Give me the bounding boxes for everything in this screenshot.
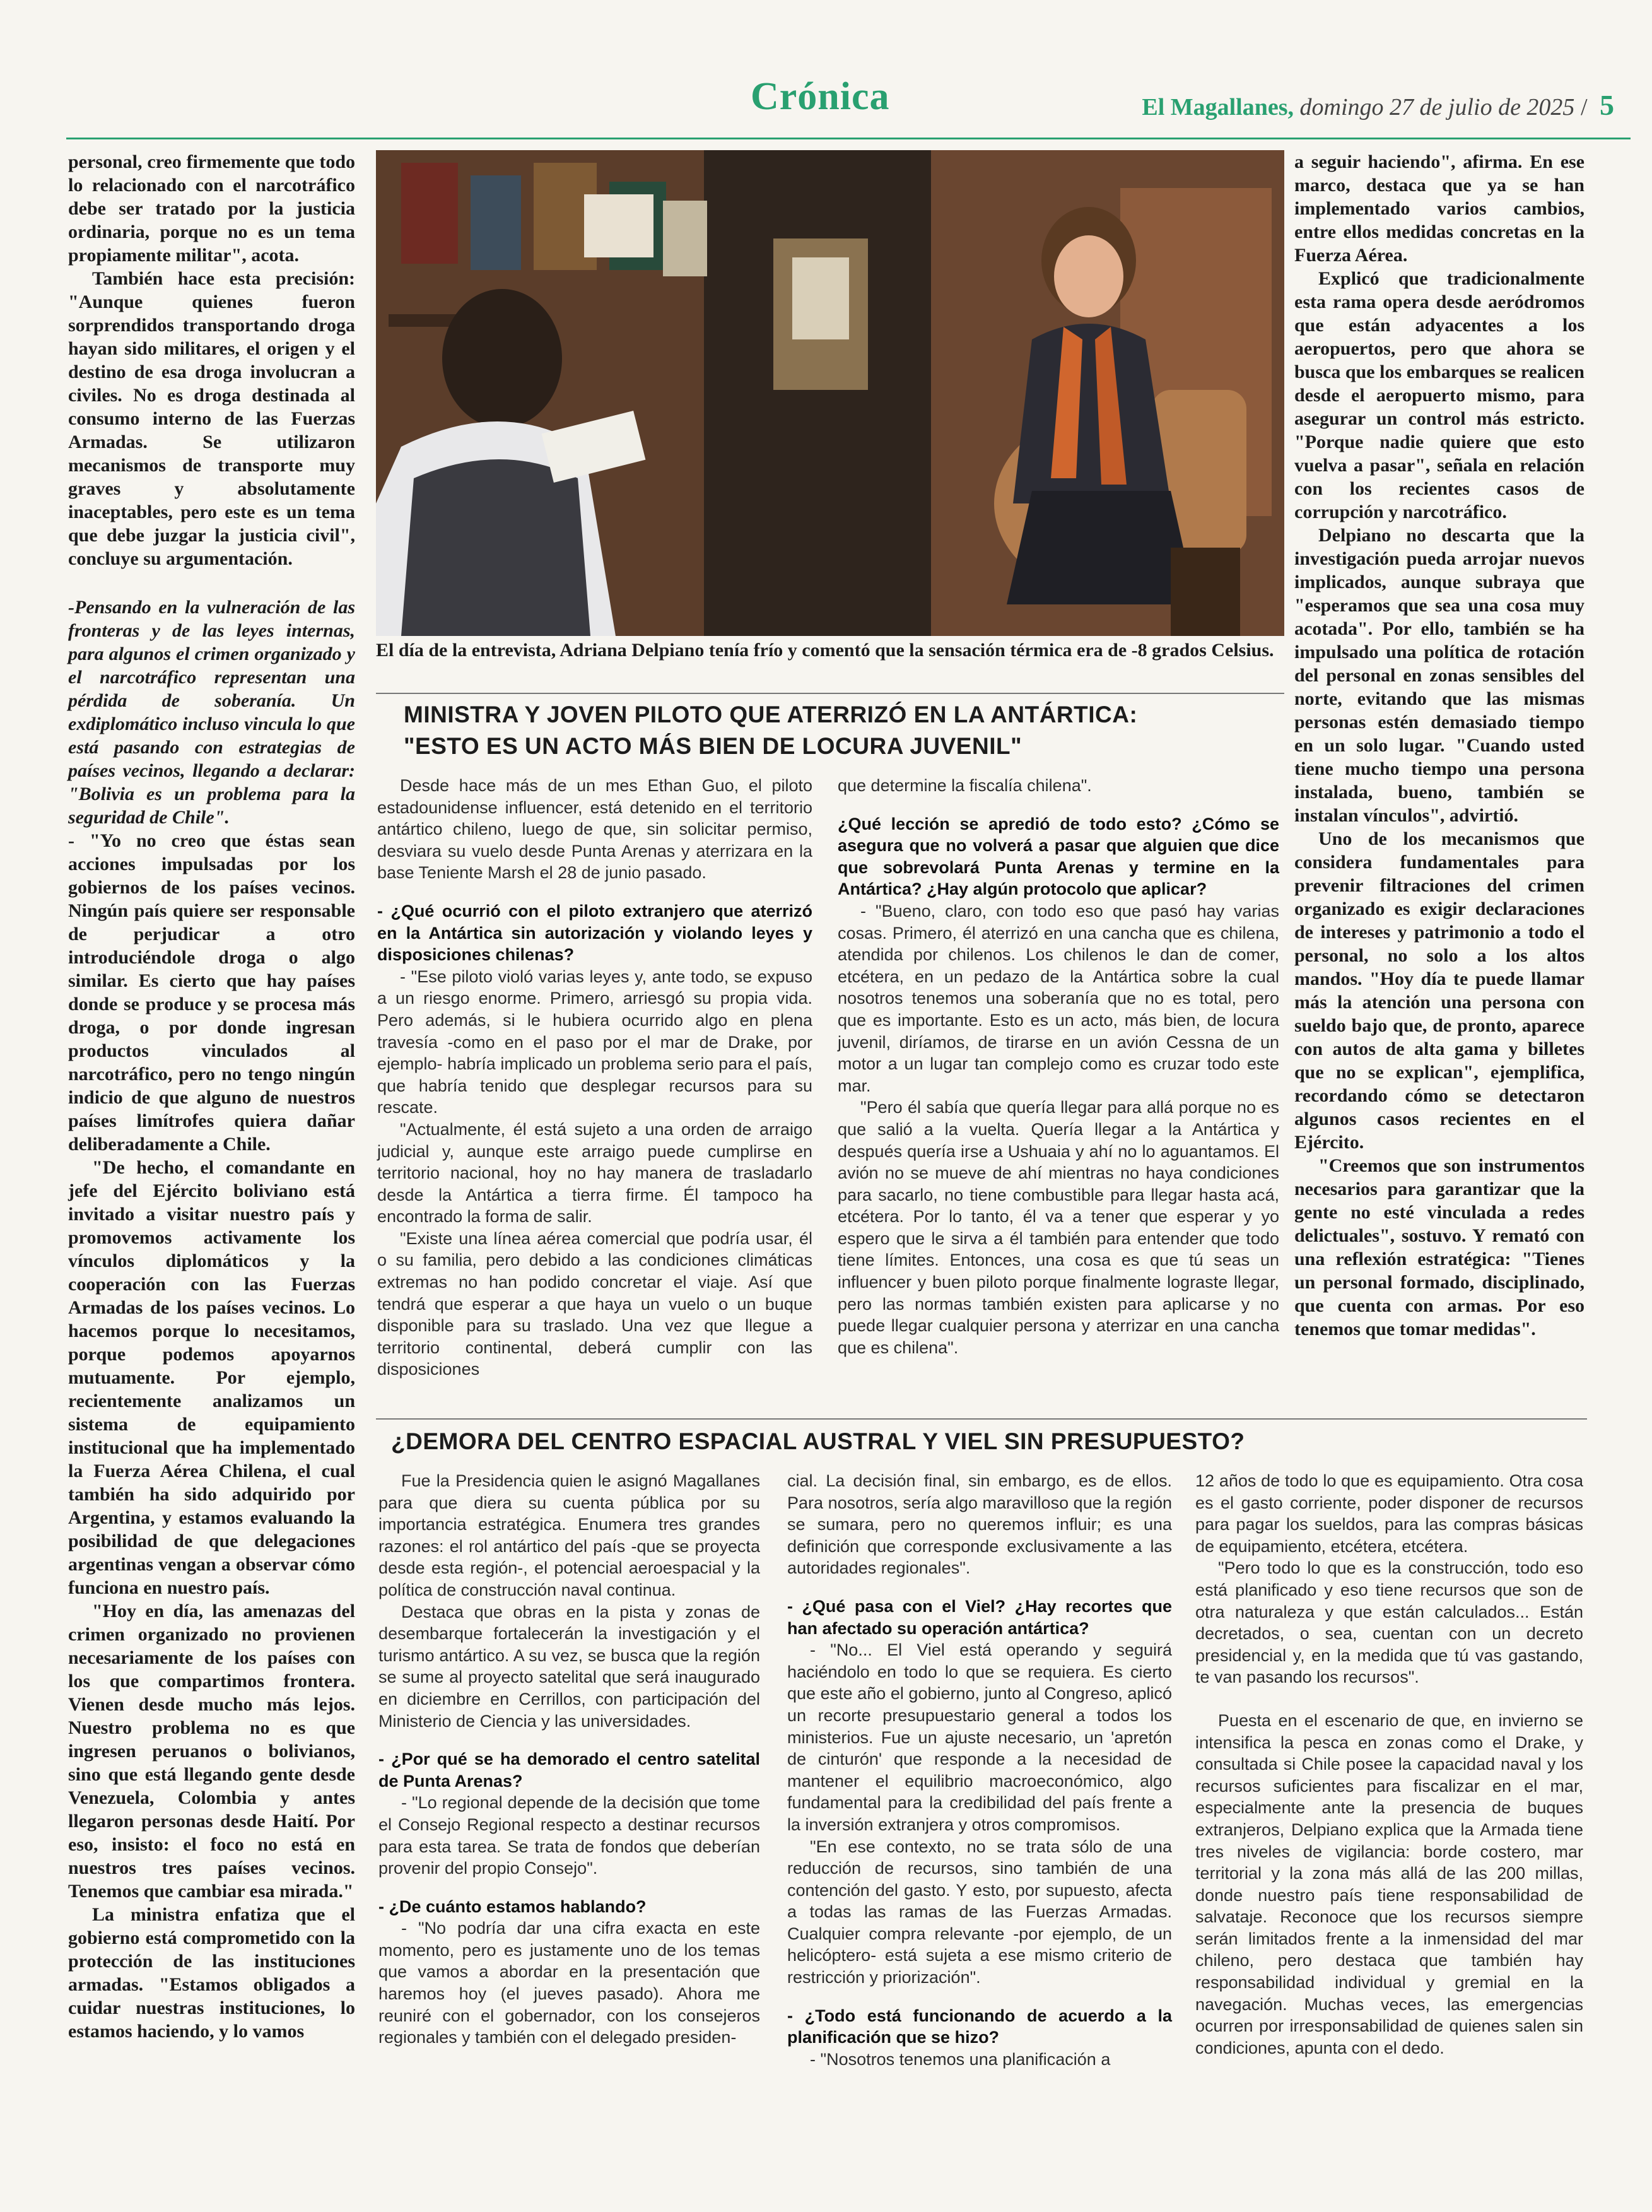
paragraph: "De hecho, el comandante en jefe del Ejército boliviano está invitado a visitar nuestro país y promovemos activamente los vínculos diplomáticos y la cooperación con las Fuerzas Armadas de los países vecinos. Lo hacemos porque lo necesitamos, porque podemos apoyarnos mutuamente. Por ejemplo, recientemente analizamos un sistema de equipamiento institucional que ha implementado la Fuerza Aérea Chilena, el cual también ha sido adquirido por Argentina, y estamos evaluando la posibilidad de que delegaciones argentinas vengan a observar cómo funciona en nuestro país. <box>68 1157 355 1598</box>
section-title: Crónica <box>751 75 890 118</box>
interview-question: - ¿Por qué se ha demorado el centro satelital de Punta Arenas? <box>378 1750 760 1791</box>
photo-caption: El día de la entrevista, Adriana Delpiano tenía frío y comentó que la sensación térmica era de -8 grados Celsius. <box>376 640 1274 661</box>
box2-headline: ¿DEMORA DEL CENTRO ESPACIAL AUSTRAL Y VIEL SIN PRESUPUESTO? <box>391 1428 1245 1454</box>
interview-question: ¿Qué lección se apredió de todo esto? ¿Cómo se asegura que no volverá a pasar que alguien que dice que sobrevolará Punta Arenas y termine en la Antártica? ¿Hay algún protocolo que aplicar? <box>838 814 1279 899</box>
paragraph: Explicó que tradicionalmente esta rama opera desde aeródromos que están adyacentes a los aeropuertos, pero que ahora se busca que los embarques se realicen desde el aeropuerto mismo, para asegurar un control más estricto. "Porque nadie quiere que esto vuelva a pasar", señala en relación con los recientes casos de corrupción y narcotráfico. <box>1294 268 1585 522</box>
paragraph: cial. La decisión final, sin embargo, es de ellos. Para nosotros, sería algo maravilloso que la región se sumara, pero no queremos influir; es una definición que corresponde exclusivamente a las autoridades regionales". <box>787 1471 1172 1578</box>
newspaper-name: El Magallanes, <box>1142 94 1294 121</box>
issue-date: domingo 27 de julio de 2025 <box>1299 94 1575 121</box>
interview-photo <box>376 150 1284 636</box>
paragraph: - "Nosotros tenemos una planificación a <box>810 2049 1111 2069</box>
paragraph: - "Bueno, claro, con todo eso que pasó hay varias cosas. Primero, él aterrizó en una cancha que es chilena, atendida por chilenos. Los chilenos le dan de comer, etcétera, en un pedazo de la Antártica sobre la cual nosotros tenemos una soberanía que no es total, pero que es importante. Esto es un acto, más bien, de locura juvenil, diríamos, de tirarse en un avión Cessna de un motor a un lugar tan complejo como es cruzar todo este mar. <box>838 901 1279 1095</box>
separator: / <box>1580 94 1588 121</box>
masthead <box>1142 88 1614 122</box>
paragraph: "Pero él sabía que quería llegar para allá porque no es que salió a la vuelta. Quería llegar a la Antártica y después quería irse a Ushuaia y ahí no lo aguantamos. El avión no se mueve de ahí mientras no haya condiciones para sacarlo, no tiene combustible para llegar hasta acá, etcétera. Por lo tanto, él va a tener que esperar y yo espero que le sirva a él también para entender que todo tiene límites. Entonces, una cosa es que tú seas un influencer y buen piloto porque finalmente lograste llegar, pero las normas también existen para aplicarse y no puede llegar cualquier persona y aterrizar en una cancha que es chilena". <box>838 1098 1279 1357</box>
box2-column-3 <box>1195 1470 1583 2059</box>
paragraph: - "Lo regional depende de la decisión que tome el Consejo Regional respecto a destinar recursos para esta tarea. Se trata de fondos que deberían provenir del propio Consejo". <box>378 1793 760 1878</box>
interview-question: - ¿De cuánto estamos hablando? <box>378 1897 647 1916</box>
paragraph: También hace esta precisión: "Aunque quienes fueron sorprendidos transportando droga hayan sido militares, el origen y el destino de esa droga involucran a civiles. No es droga destinada al consumo interno de las Fuerzas Armadas. Se utilizaron mecanismos de transporte muy graves y absolutamente inaceptables, pero este es un tema que debe juzgar la justicia civil", concluye su argumentación. <box>68 268 355 569</box>
box2-column-2 <box>787 1470 1172 2070</box>
paragraph: "Pero todo lo que es la construcción, todo eso está planificado y eso tiene recursos que son de otra naturaleza y que están calculados... Están decretados, o sea, cuentan con un decreto presidencial y, en la medida que tú vas gastando, te van pasando los recursos". <box>1195 1558 1583 1687</box>
paragraph: "Actualmente, él está sujeto a una orden de arraigo judicial y, aunque este arraigo puede cumplirse en territorio nacional, hoy no hay manera de trasladarlo desde la Antártica a tierra firme. Él tampoco ha encontrado la forma de salir. <box>377 1119 812 1227</box>
paragraph: "Hoy en día, las amenazas del crimen organizado no provienen necesariamente de los países con los que compartimos frontera. Vienen desde mucho más lejos. Nuestro problema no es que ingresen peruanos o bolivianos, sino que está llegando gente desde Venezuela, Colombia y antes llegaron personas desde Haití. Por eso, insisto: el foco no está en nuestros tres países vecinos. Tenemos que cambiar esa mirada." <box>68 1601 355 1902</box>
paragraph: La ministra enfatiza que el gobierno está comprometido con la protección de las instituciones armadas. "Estamos obligados a cuidar nuestras instituciones, lo estamos haciendo, y lo vamos <box>68 1904 355 2042</box>
paragraph: Destaca que obras en la pista y zonas de desembarque fortalecerán la investigación y el turismo antártico. A su vez, se busca que la región se sume al proyecto satelital que será inaugurado en diciembre en Cerrillos, con participación del Ministerio de Ciencia y las universidades. <box>378 1602 760 1731</box>
box1-headline-line1: MINISTRA Y JOVEN PILOTO QUE ATERRIZÓ EN LA ANTÁRTICA: <box>404 702 1138 727</box>
paragraph: a seguir haciendo", afirma. En ese marco, destaca que ya se han implementado varios cambios, entre ellos medidas concretas en la Fuerza Aérea. <box>1294 151 1585 266</box>
box1-headline-line2: "ESTO ES UN ACTO MÁS BIEN DE LOCURA JUVENIL" <box>404 733 1022 759</box>
box1-column-1 <box>377 775 812 1380</box>
paragraph: que determine la fiscalía chilena". <box>838 776 1092 795</box>
paragraph: Puesta en el escenario de que, en invierno se intensifica la pesca en zonas como el Drake, y consultada si Chile posee la capacidad naval y los recursos suficientes para fiscalizar en el mar, especialmente ante la presencia de buques extranjeros, Delpiano explica que la Armada tiene tres niveles de vigilancia: borde costero, mar territorial y la zona más allá de las 200 millas, donde nuestro país tiene responsabilidad de salvataje. Reconoce que los recursos siempre serán limitados frente a la inmensidad del mar chileno, pero destaca que también hay responsabilidad individual y gremial en la navegación. Muchas veces, las emergencias ocurren por irresponsabilidad de quienes salen sin condiciones, apunta con el dedo. <box>1195 1710 1583 2057</box>
spacer <box>1195 1688 1583 1710</box>
paragraph: Fue la Presidencia quien le asignó Magallanes para que diera su cuenta pública por su importancia estratégica. Enumera tres grandes razones: el rol antártico del país -que se proyecta desde esta región-, el potencial aeroespacial y la política de construcción naval continua. <box>378 1471 760 1599</box>
paragraph: "Existe una línea aérea comercial que podría usar, él o su familia, pero debido a las condiciones climáticas extremas no han podido concretar el viaje. Así que tendrá que esperar a que haya un vuelo o un buque disponible para su traslado. Una vez que llegue a territorio continental, deberá cumplir con las disposiciones <box>377 1228 812 1379</box>
paragraph: "Creemos que son instrumentos necesarios para garantizar que la gente no esté vinculada a redes delictuales", sostuvo. Y remató con una reflexión estratégica: "Tienes un personal formado, disciplinado, que cuenta con armas. Por eso tenemos que tomar medidas". <box>1294 1155 1585 1339</box>
paragraph: Delpiano no descarta que la investigación pueda arrojar nuevos implicados, aunque subraya que "esperamos que sea una cosa muy acotada". Por ello, también se ha impulsado una política de rotación del personal en zonas sensibles del norte, evitando que las mismas personas estén demasiado tiempo en un solo lugar. "Cuando usted tiene mucho tiempo una persona instalada, bueno, también se instalan vínculos", advirtió. <box>1294 525 1585 826</box>
header-rule <box>66 138 1631 139</box>
page-header <box>0 0 1652 145</box>
paragraph: personal, creo firmemente que todo lo relacionado con el narcotráfico debe ser tratado por la justicia ordinaria, porque no es un tema propiamente militar", acota. <box>68 151 355 266</box>
interview-photo-illustration <box>376 150 1284 636</box>
box2-column-1 <box>378 1470 760 2049</box>
interview-question: - ¿Qué ocurrió con el piloto extranjero que aterrizó en la Antártica sin autorización y violando leyes y disposiciones chilenas? <box>377 901 812 965</box>
paragraph: 12 años de todo lo que es equipamiento. Otra cosa es el gasto corriente, poder disponer de recursos para pagar los sueldos, para las compras básicas de equipamiento, etcétera, etcétera. <box>1195 1471 1583 1556</box>
box1-top-rule <box>376 693 1284 694</box>
box2-top-rule <box>376 1418 1587 1420</box>
paragraph: - "Yo no creo que éstas sean acciones impulsadas por los gobiernos de los países vecinos. Ningún país quiere ser responsable de perjudicar a otro introduciéndole droga o algo similar. Es cierto que hay países donde se produce y se procesa más droga, o por donde ingresan productos vinculados al narcotráfico, pero no tengo ningún indicio de que alguno de nuestros países limítrofes quiera dañar deliberadamente a Chile. <box>68 830 355 1155</box>
paragraph: - "Ese piloto violó varias leyes y, ante todo, se expuso a un riesgo enorme. Primero, arriesgó su propia vida. Pero además, si le hubiera ocurrido algo en plena travesía -como en el paso por el mar de Drake, por ejemplo- habría implicado un problema serio para el país, que habría tenido que desplegar recursos para su rescate. <box>377 967 812 1117</box>
article-column-left <box>68 150 355 2043</box>
paragraph: - "No... El Viel está operando y seguirá haciéndolo en todo lo que se requiera. Es cierto que este año el gobierno, junto al Congreso, aplicó un recorte presupuestario general a todos los ministerios. Fue un ajuste necesario, un 'apretón de cinturón' que responde a la necesidad de mantener el equilibrio macroeconómico, algo fundamental para la credibilidad del país frente a la inversión extranjera y otros compromisos. <box>787 1640 1172 1834</box>
interview-question: - ¿Qué pasa con el Viel? ¿Hay recortes que han afectado su operación antártica? <box>787 1596 1172 1638</box>
page-number: 5 <box>1600 89 1614 121</box>
article-column-right <box>1294 150 1585 1341</box>
paragraph: Desde hace más de un mes Ethan Guo, el piloto estadounidense influencer, está detenido en el territorio antártico chileno, luego de que, sin solicitar permiso, desviara su vuelo desde Punta Arenas y aterrizara en la base Teniente Marsh el 28 de junio pasado. <box>377 776 812 883</box>
paragraph: Uno de los mecanismos que considera fundamentales para prevenir filtraciones del crimen organizado es exigir declaraciones de intereses y patrimonio a todo el personal, no solo a los altos mandos. "Hoy día te puede llamar más la atención una persona con sueldo bajo que, de pronto, aparece con autos de alta gama y billetes que no se explican", ejemplifica, recordando cómo se detectaron algunos casos recientes en el Ejército. <box>1294 828 1585 1153</box>
box1-column-2 <box>838 775 1279 1358</box>
paragraph: - "No podría dar una cifra exacta en este momento, pero es justamente uno de los temas que vamos a abordar en la presentación que haremos hoy (el jueves pasado). Ahora me reuniré con el gobernador, con los consejeros regionales y también con el delegado presiden- <box>378 1919 760 2047</box>
paragraph: "En ese contexto, no se trata sólo de una reducción de recursos, sino también de una contención del gasto. Y esto, por supuesto, afecta a todas las ramas de las Fuerzas Armadas. Cualquier compra relevante -por ejemplo, de un helicóptero- está sujeta a ese mismo criterio de restricción y priorización". <box>787 1837 1172 1987</box>
box1-headline <box>404 699 1262 762</box>
interview-question: -Pensando en la vulneración de las fronteras y de las leyes internas, para algunos el crimen organizado y el narcotráfico representan una pérdida de soberanía. Un exdiplomático incluso vincula lo que está pasando con estrategias de países vecinos, llegando a declarar: "Bolivia es un problema para la seguridad de Chile". <box>68 597 355 828</box>
interview-question: - ¿Todo está funcionando de acuerdo a la planificación que se hizo? <box>787 2006 1172 2047</box>
